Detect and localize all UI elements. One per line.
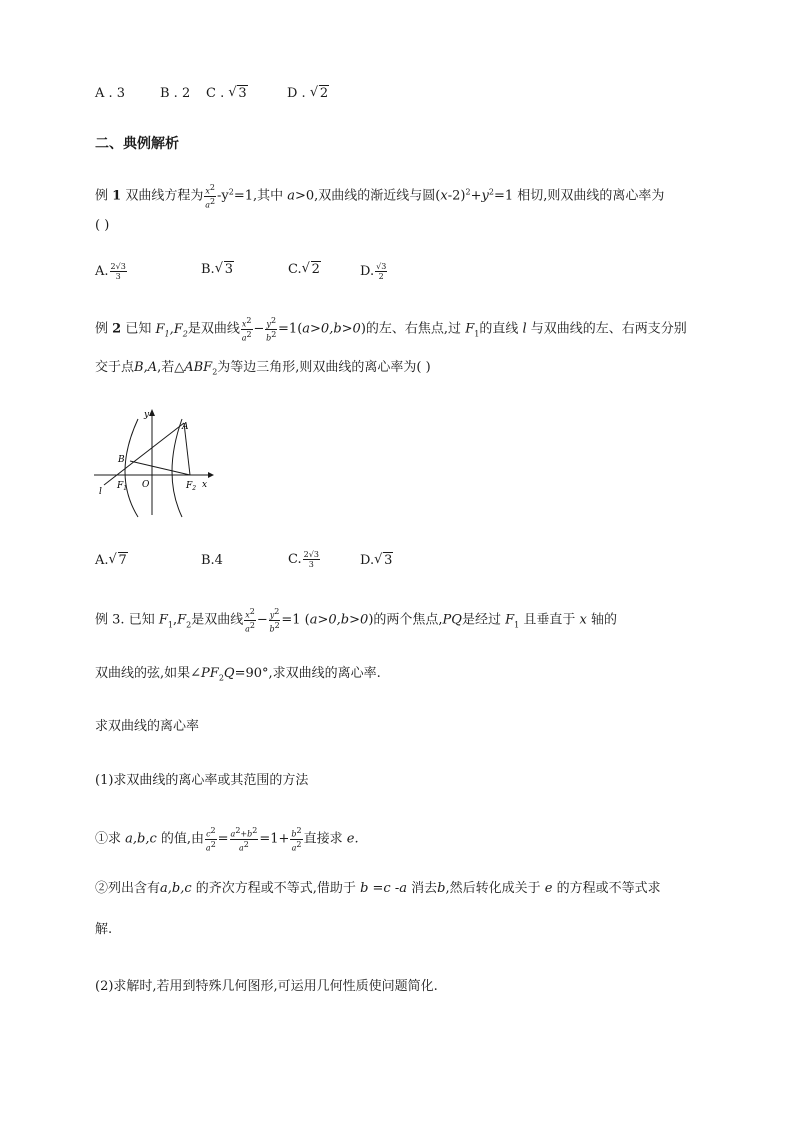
label-l: l: [99, 487, 102, 497]
label-y: y: [144, 410, 150, 420]
left-branch: [125, 419, 138, 517]
method-point-2: (2)求解时,若用到特殊几何图形,可运用几何性质使问题简化.: [95, 979, 438, 994]
label-o: O: [142, 480, 150, 490]
top-option-c: C . √ 3: [206, 86, 248, 101]
section-title: 二、典例解析: [95, 136, 179, 152]
y-axis-arrow: [149, 409, 155, 416]
example-3-stem: 例 3. 已知 $F_1,F_2$是双曲线 $\frac{x^2}{a^2}$ − $\frac{y^2}{b^2}$ =1 (a>0,b>0)的两个焦点,PQ是经过 $F_1$ 且垂直于 x 轴的: [95, 607, 618, 634]
ex2-option-c: C. $\frac{2√3}{3}$: [288, 550, 319, 569]
ex2-option-d: D.√ 3: [360, 553, 393, 568]
x-axis-arrow: [208, 472, 214, 478]
ex1-option-c: C.√ 2: [288, 262, 321, 277]
method-point-1: (1)求双曲线的离心率或其范围的方法: [95, 773, 309, 788]
right-branch: [172, 419, 182, 517]
method-point-1b: ②列出含有a,b,c 的齐次方程或不等式,借助于 b =c -a 消去b,然后转化成关于 e 的方程或不等式求: [95, 881, 661, 896]
segment-bf2: [130, 461, 190, 475]
ex2-option-b: B.4: [201, 553, 223, 568]
top-option-d: D . √ 2: [287, 86, 329, 101]
ex1-option-d: D. $\frac{√3}{2}$: [360, 262, 387, 281]
example-1-stem: 例 1 双曲线方程为 $\frac{x^2}{a^2}$ $-y^2=1$,其中 a>0,双曲线的渐近线与圆$(x-2)^2+y^2=1$ 相切,则双曲线的离心率为: [95, 183, 665, 210]
top-option-b: B . 2: [160, 86, 191, 101]
ex1-option-b: B.√ 3: [201, 262, 234, 277]
example-3-stem-line2: 双曲线的弦,如果$\angle PF_2Q=90^\circ$,求双曲线的离心率.: [95, 666, 381, 683]
label-f2: $F_2$: [186, 481, 197, 492]
example-2-stem: 例 2 已知 $F_1,F_2$是双曲线 $\frac{x^2}{a^2}$ − $\frac{y^2}{b^2}$ =1(a>0,b>0)的左、右焦点,过 $F_1$的直线 l 与双曲线的左、右两支分别: [95, 316, 687, 343]
method-point-1a: ①求 a,b,c 的值,由 $\frac{c^2}{a^2}$ = $\frac{a^2+b^2}{a^2}$ =1+ $\frac{b^2}{a^2}$ 直接求 e.: [95, 826, 359, 853]
label-x: x: [202, 480, 208, 490]
example-2-stem-line2: 交于点B,A,若$\triangle ABF_2$为等边三角形,则双曲线的离心率为( ): [95, 360, 431, 377]
ex2-option-a: A.√ 7: [95, 553, 128, 568]
example-1-paren: ( ): [95, 218, 110, 233]
method-title: 求双曲线的离心率: [95, 719, 200, 734]
label-a: A: [182, 422, 189, 432]
top-option-a: A . 3: [95, 86, 126, 101]
hyperbola-figure: [90, 405, 220, 520]
label-b: B: [118, 455, 125, 465]
method-point-1b-line2: 解.: [95, 922, 113, 937]
ex1-option-a: A. $\frac{2√3}{3}$: [95, 262, 126, 281]
label-f1: $F_1$: [117, 481, 128, 492]
